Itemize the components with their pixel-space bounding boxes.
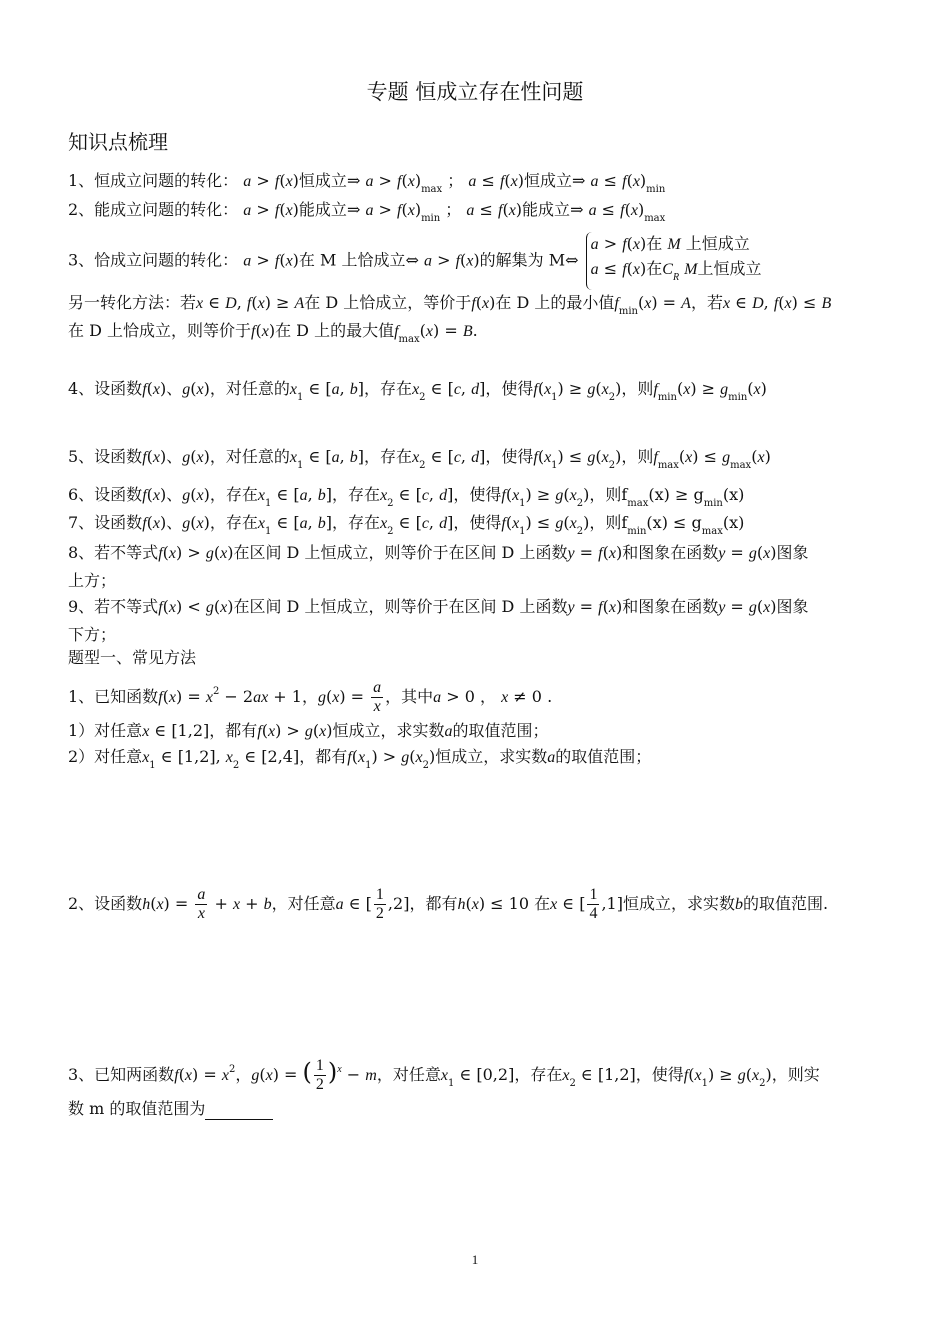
item-6: 6、设函数f(x)、g(x)，存在$x_1$ ∈ [a, b]，存在$x_2$ ∈ [c, d]，使得$f(x_1) \ge g(x_2)$，则$f_{max}(x) \ge g_{min}(x)$ bbox=[68, 485, 745, 509]
item-2: 2、能成立问题的转化： a > f(x)能成立⇒ $a > f(x)_{min}$ ； a ≤ f(x)能成立⇒ $a \le f(x)_{max}$ bbox=[68, 200, 666, 224]
problem-1: 1、已知函数$f(x) = x^2 - 2ax + 1$，g(x) = $\frac{a}{x}$ ，其中a > 0 ， x ≠ 0 . bbox=[68, 679, 553, 715]
page-number: 1 bbox=[471, 1252, 479, 1267]
types-heading: 题型一、常见方法 bbox=[68, 648, 197, 667]
item-4: 4、设函数f(x)、g(x)，对任意的$x_1$ ∈ [a, b]，存在$x_2$ ∈ [c, d]，使得$f(x_1) \ge g(x_2)$，则$f_{min}(x) \ge g_{min}(x)$ bbox=[68, 379, 767, 403]
item-5: 5、设函数f(x)、g(x)，对任意的$x_1$ ∈ [a, b]，存在$x_2$ ∈ [c, d]，使得$f(x_1) \le g(x_2)$，则$f_{max}(x) \le g_{max}(x)$ bbox=[68, 447, 771, 471]
problem-3: 3、已知两函数$f(x) = x^2$，g(x) = ( $\frac{1}{2}$ )$^x$ − m，对任意$x_1$ ∈ [0,2]，存在$x_2$ ∈ [1,2]，使得$f(x_1) \ge g(x_2)$，则实 bbox=[68, 1057, 820, 1093]
piecewise-brace: a > f(x)在 M 上恒成立 a ≤ f(x)在$C_R$ M上恒成立 bbox=[586, 232, 762, 290]
problem-2: 2、设函数h(x) = $\frac{a}{x}$ + x + b，对任意a ∈ [ $\frac{1}{2}$ ,2]，都有h(x) ≤ 10 在x ∈ [ $\frac{1}{4}$ ,1]恒成立，求实数b的取值范围. bbox=[68, 886, 829, 922]
problem-1-sub1: 1）对任意x ∈ [1,2]，都有f(x) > g(x)恒成立，求实数a的取值范围； bbox=[68, 721, 549, 740]
item-8-cont: 上方； bbox=[68, 571, 117, 590]
item-1: 1、恒成立问题的转化： a > f(x)恒成立⇒ $a > f(x)_{max}$ ； a ≤ f(x)恒成立⇒ $a \le f(x)_{min}$ bbox=[68, 171, 666, 195]
problem-3-cont: 数 m 的取值范围为 bbox=[68, 1098, 890, 1120]
item-9-cont: 下方； bbox=[68, 625, 117, 644]
problem-1-sub2: 2）对任意$x_1$ ∈ [1,2], $x_2$ ∈ [2,4]，都有$f(x_1) > g(x_2)$恒成立，求实数a的取值范围； bbox=[68, 747, 652, 771]
item-3: 3、恰成立问题的转化： a > f(x)在 M 上恰成立⇔ a > f(x)的解集为 M⇔ a > f(x)在 M 上恒成立 a ≤ f(x)在$C_R$ M上恒成立 bbox=[68, 232, 890, 290]
alt-method-line-2: 在 D 上恰成立，则等价于f(x)在 D 上的最大值$f_{max}(x) = B$. bbox=[68, 321, 478, 345]
page-title: 专题 恒成立存在性问题 bbox=[366, 80, 584, 104]
item-7: 7、设函数f(x)、g(x)，存在$x_1$ ∈ [a, b]，存在$x_2$ ∈ [c, d]，使得$f(x_1) \le g(x_2)$，则$f_{min}(x) \le g_{max}(x)$ bbox=[68, 513, 745, 537]
answer-blank[interactable] bbox=[205, 1103, 273, 1120]
item-9: 9、若不等式f(x) < g(x)在区间 D 上恒成立，则等价于在区间 D 上函数y = f(x)和图象在函数y = g(x)图象 bbox=[68, 597, 809, 616]
section-heading: 知识点梳理 bbox=[68, 130, 168, 154]
alt-method-line-1: 另一转化方法：若x ∈ D, f(x) ≥ A在 D 上恰成立，等价于f(x)在 D 上的最小值$f_{min}(x) = A$，若x ∈ D, f(x) ≤ B bbox=[68, 293, 832, 317]
item-8: 8、若不等式f(x) > g(x)在区间 D 上恒成立，则等价于在区间 D 上函数y = f(x)和图象在函数y = g(x)图象 bbox=[68, 543, 809, 562]
